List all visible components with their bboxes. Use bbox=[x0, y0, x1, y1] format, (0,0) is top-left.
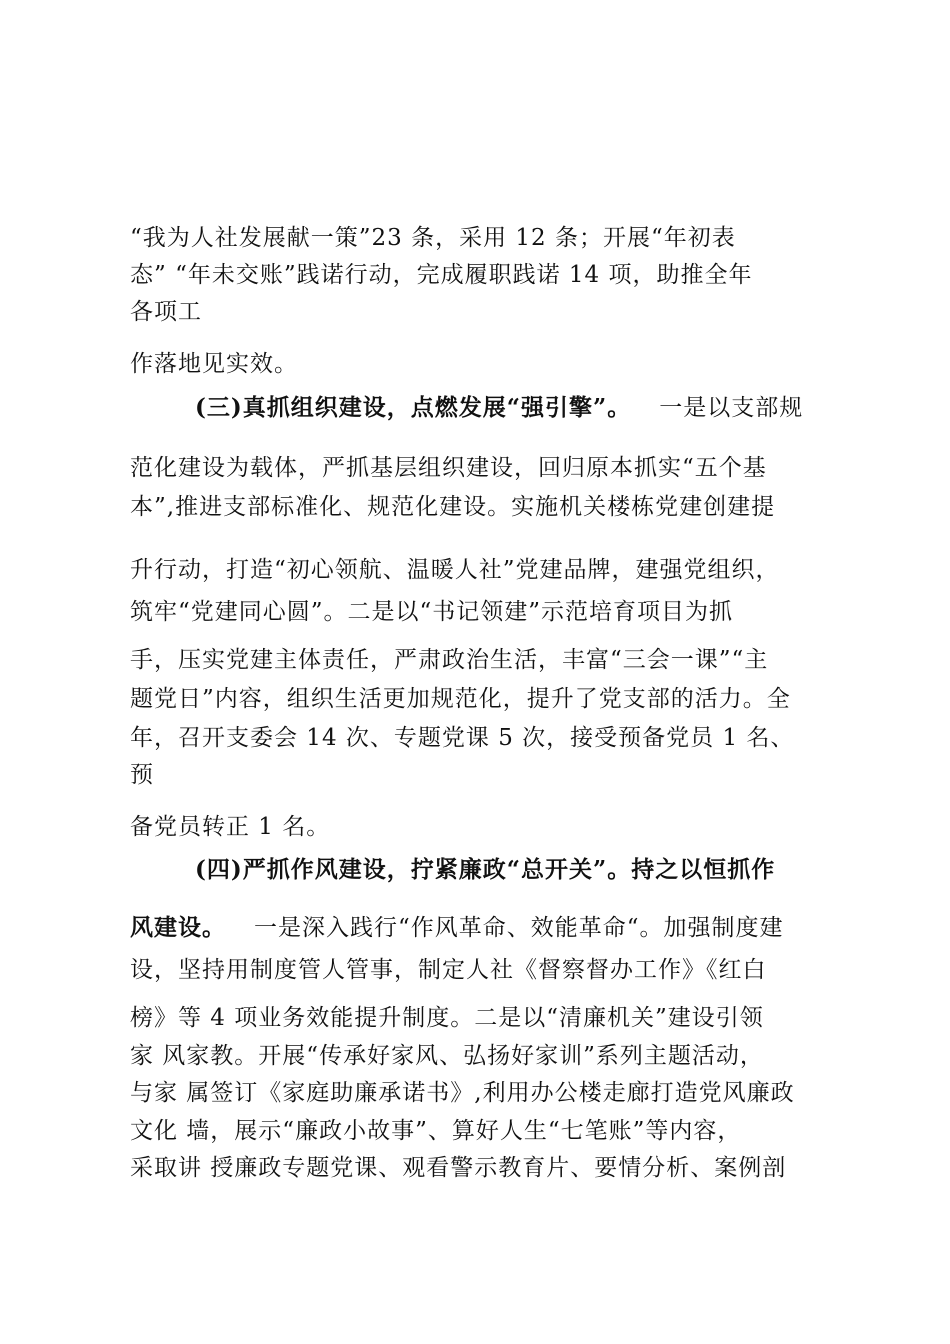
paragraph-line: “我为人社发展献一策”23 条，采用 12 条；开展“年初表 bbox=[130, 225, 736, 251]
paragraph-line: 各项工 bbox=[130, 299, 202, 325]
paragraph-line: 态” “年未交账”践诺行动，完成履职践诺 14 项，助推全年 bbox=[130, 262, 753, 288]
section-heading-continuation: 风建设。 bbox=[130, 914, 226, 941]
paragraph-line: 升行动，打造“初心领航、温暖人社”党建品牌，建强党组织， bbox=[130, 557, 780, 583]
paragraph-line: 设，坚持用制度管人管事，制定人社《督察督办工作》《红白 bbox=[130, 957, 767, 983]
paragraph-line: 年，召开支委会 14 次、专题党课 5 次，接受预备党员 1 名、 bbox=[130, 725, 795, 751]
paragraph-line: 预 bbox=[130, 762, 154, 788]
paragraph-line: 本”,推进支部标准化、规范化建设。实施机关楼栋党建创建提 bbox=[130, 494, 776, 520]
paragraph-line: 手，压实党建主体责任，严肃政治生活，丰富“三会一课”“主 bbox=[130, 647, 769, 673]
section-heading-line bbox=[130, 913, 784, 943]
paragraph-line: 采取讲 授廉政专题党课、观看警示教育片、要情分析、案例剖 bbox=[130, 1155, 787, 1181]
section-heading: (四)严抓作风建设，拧紧廉政“总开关”。持之以恒抓作 bbox=[195, 856, 776, 883]
section-heading-line bbox=[195, 393, 803, 423]
paragraph-line: 作落地见实效。 bbox=[130, 351, 298, 377]
paragraph-line: 文化 墙，展示“廉政小故事”、算好人生“七笔账”等内容， bbox=[130, 1118, 742, 1144]
section-heading-followup-text: 一是深入践行“作风革命、效能革命“。加强制度建 bbox=[254, 915, 784, 941]
paragraph-line: 筑牢“党建同心圆”。二是以“书记领建”示范培育项目为抓 bbox=[130, 599, 734, 625]
paragraph-line: 与家 属签订《家庭助廉承诺书》,利用办公楼走廊打造党风廉政 bbox=[130, 1080, 795, 1106]
paragraph-line: 榜》等 4 项业务效能提升制度。二是以“清廉机关”建设引领 bbox=[130, 1005, 764, 1031]
section-heading-followup-text: 一是以支部规 bbox=[659, 395, 804, 421]
paragraph-line: 题党日”内容，组织生活更加规范化，提升了党支部的活力。全 bbox=[130, 686, 791, 712]
section-heading: (三)真抓组织建设，点燃发展“强引擎”。 bbox=[195, 394, 632, 421]
paragraph-line: 范化建设为载体，严抓基层组织建设，回归原本抓实“五个基 bbox=[130, 455, 767, 481]
paragraph-line: 家 风家教。开展“传承好家风、弘扬好家训”系列主题活动， bbox=[130, 1043, 764, 1069]
paragraph-line: 备党员转正 1 名。 bbox=[130, 814, 331, 840]
